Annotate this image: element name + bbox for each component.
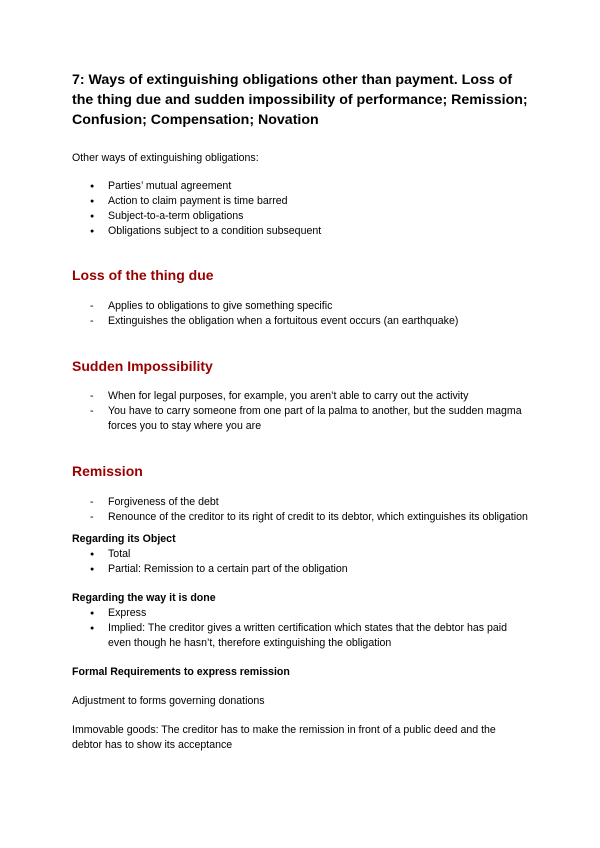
remission-list	[72, 495, 528, 525]
immovable-text: Immovable goods: The creditor has to make the remission in front of a public deed and the debtor has to show its acceptance	[72, 724, 496, 751]
list-item: ● Subject-to-a-term obligations	[72, 209, 528, 224]
list-item: - You have to carry someone from one part of la palma to another, but the sudden magma forces you to stay where you are	[72, 404, 528, 434]
sudden-list	[72, 389, 528, 434]
way-list	[72, 606, 528, 651]
list-item: ● Parties’ mutual agreement	[72, 179, 528, 194]
list-item: ● Express	[72, 606, 528, 621]
page-title: 7: Ways of extinguishing obligations other than payment. Loss of the thing due and sudden impossibility of performance; Remission; Confusion; Compensation; Novation	[72, 72, 528, 128]
loss-list	[72, 299, 528, 329]
object-list	[72, 547, 528, 577]
list-item: ● Total	[72, 547, 528, 562]
list-item: ● Partial: Remission to a certain part of the obligation	[72, 562, 528, 577]
section-heading-remission: Remission	[72, 463, 143, 479]
list-item: - Forgiveness of the debt	[72, 495, 528, 510]
subheading-formal: Formal Requirements to express remission	[72, 666, 290, 678]
intro-text: Other ways of extinguishing obligations:	[72, 152, 259, 164]
list-item: - Applies to obligations to give something specific	[72, 299, 528, 314]
adjustment-text: Adjustment to forms governing donations	[72, 695, 265, 707]
section-heading-sudden: Sudden Impossibility	[72, 358, 213, 374]
list-item: ● Obligations subject to a condition subsequent	[72, 224, 528, 239]
section-heading-loss: Loss of the thing due	[72, 267, 214, 283]
subheading-object: Regarding its Object	[72, 533, 176, 545]
list-item: - When for legal purposes, for example, you aren’t able to carry out the activity	[72, 389, 528, 404]
document-page	[72, 70, 528, 753]
subheading-way: Regarding the way it is done	[72, 592, 216, 604]
list-item: ● Implied: The creditor gives a written certification which states that the debtor has paid even though he hasn’t, therefore extinguishing the obligation	[72, 621, 528, 651]
list-item: ● Action to claim payment is time barred	[72, 194, 528, 209]
intro-list	[72, 179, 528, 239]
list-item: - Renounce of the creditor to its right of credit to its debtor, which extinguishes its obligation	[72, 510, 528, 525]
list-item: - Extinguishes the obligation when a fortuitous event occurs (an earthquake)	[72, 314, 528, 329]
